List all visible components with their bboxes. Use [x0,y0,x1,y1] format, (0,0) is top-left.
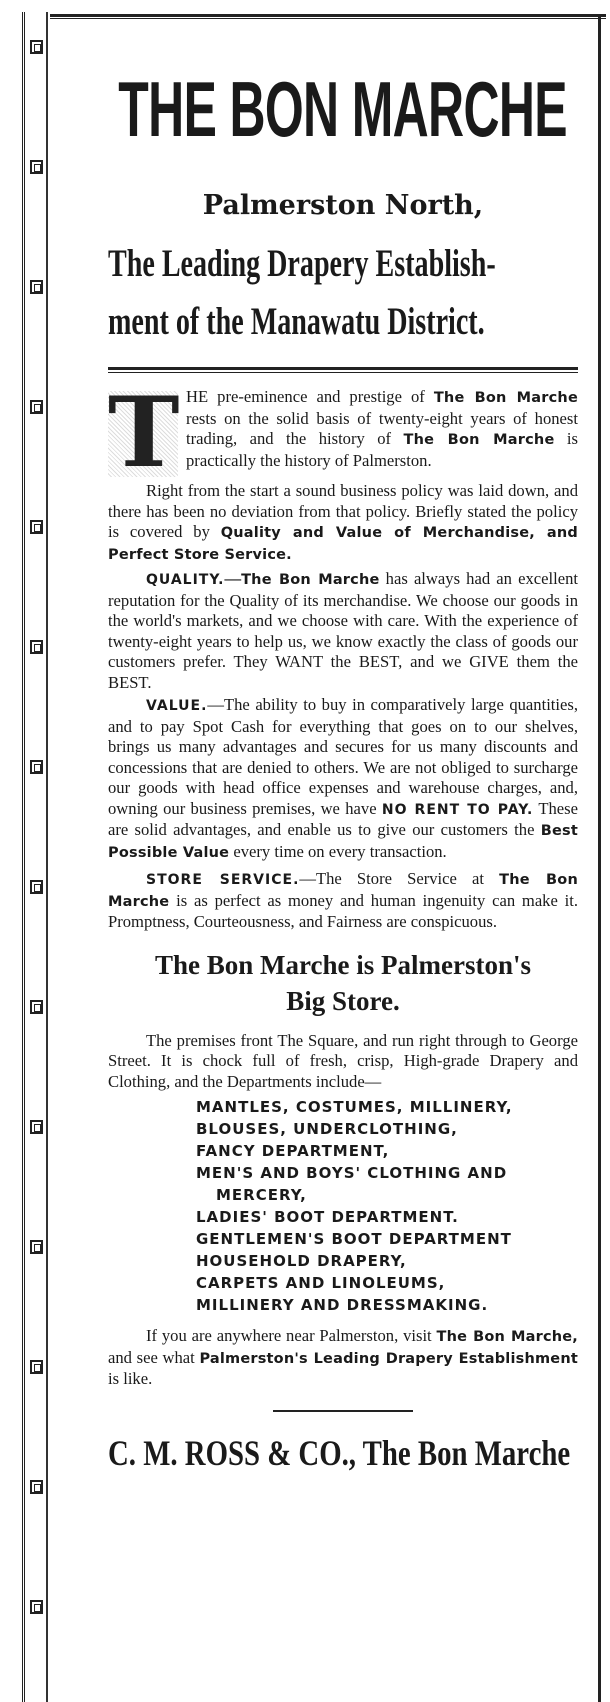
text-run: and see what [108,1347,200,1367]
section-label: QUALITY. [146,572,225,588]
list-item: BLOUSES, UNDERCLOTHING, [196,1120,458,1138]
list-item: MEN'S AND BOYS' CLOTHING AND [196,1164,508,1182]
text-run: is as perfect as money and human ingenuity can make it. Promptness, Courteousness, and Fairness are conspicuous. [108,890,578,931]
list-item: MILLINERY AND DRESSMAKING. [196,1296,489,1314]
section-label: STORE SERVICE. [146,872,300,888]
border-ornament [30,400,43,414]
closing-emphasis: Palmerston's Leading Drapery Establishment [199,1350,578,1367]
premises-paragraph: The premises front The Square, and run right through to George Street. It is chock full of fresh, crisp, High-grade Drapery and Clothing, and the Departments include— [108,1030,578,1091]
right-rule [598,14,602,1702]
list-item: FANCY DEPARTMENT, [196,1142,390,1160]
tagline-line: ment of the Manawatu District. [108,300,485,343]
brand-name: The Bon Marche [433,390,578,406]
border-ornament [30,760,43,774]
big-store-heading [108,947,578,1019]
ornamental-border [22,12,48,1702]
text-run: is practically the history of Palmerston. [186,429,578,470]
border-ornament [30,160,43,174]
brand-name: The Bon Marche, [436,1329,578,1345]
text-run: every time on every transaction. [229,841,447,861]
town-name: Palmerston North, [202,190,484,221]
policy-emphasis: Quality and Value of Merchandise, and Perfect Store Service. [108,525,578,563]
list-item: MERCERY, [216,1186,307,1204]
closing-section [108,1326,578,1390]
text-run: HE pre-eminence and prestige of [186,387,434,406]
article-body [108,376,578,933]
tagline-line: The Leading Drapery Establish- [108,242,496,285]
list-item: LADIES' BOOT DEPARTMENT. [196,1208,459,1226]
quality-paragraph [108,569,578,693]
text-run: These are solid advantages, and enable us to give our customers the [108,798,578,839]
border-ornament [30,1000,43,1014]
text-run: has always had an excellent reputation for the Quality of its merchandise. We choose our goods in the world's markets, and we choose with care. With the experience of twenty-eight years to help us, we know exactly the class of goods our customers prefer. They WANT the BEST, and we GIVE them the BEST. [108,569,578,692]
intro-paragraph [108,376,578,489]
text-run: Right from the start a sound business policy was laid down, and there has been no deviation from that policy. Briefly stated the policy is covered by [108,481,578,541]
signature-line: C. M. ROSS & CO., The Bon Marche [108,1432,571,1473]
text-run: —The ability to buy in comparatively large quantities, and to pay Spot Cash for everything that goes on to our shelves, brings us many advantages and secures for us many discounts and concessions that are denied to others. We are not obliged to surcharge our goods with head office expenses and warehouse charges, and, owning our business premises, we have [108,695,578,818]
top-rule [50,14,606,19]
advertisement [108,30,578,1474]
border-ornament [30,1480,43,1494]
border-ornament [30,520,43,534]
best-value-emphasis: Best Possible Value [108,823,578,861]
closing-paragraph [108,1326,578,1390]
subhead-line: The Bon Marche is Palmerston's [155,949,531,980]
policy-paragraph [108,481,578,565]
brand-name: The Bon Marche [108,872,578,910]
text-run: If you are anywhere near Palmerston, visit [146,1326,437,1345]
border-ornament [30,1360,43,1374]
list-item: CARPETS AND LINOLEUMS, [196,1274,446,1292]
brand-name: The Bon Marche [403,432,555,448]
text-run: —The Store Service at [299,869,500,888]
text-run: rests on the solid basis of twenty-eight years of honest trading, and the history of [186,408,578,448]
section-divider [108,367,578,373]
border-ornament [30,880,43,894]
text-run: is like. [108,1369,153,1388]
department-list [196,1096,578,1316]
text-run: — [224,569,242,588]
short-divider [273,1410,413,1412]
border-ornament [30,1120,43,1134]
border-ornament [30,40,43,54]
border-ornament [30,640,43,654]
value-paragraph [108,695,578,863]
list-item: MANTLES, COSTUMES, MILLINERY, [196,1098,513,1116]
list-item: GENTLEMEN'S BOOT DEPARTMENT [196,1230,512,1248]
premises-section [108,1031,578,1093]
store-service-paragraph [108,869,578,933]
tagline [108,235,578,351]
border-ornament [30,280,43,294]
subhead-line: Big Store. [286,985,400,1016]
drop-cap: T [108,376,180,489]
list-item: HOUSEHOLD DRAPERY, [196,1252,407,1270]
section-label: VALUE. [146,698,208,714]
border-ornament [30,1240,43,1254]
no-rent-emphasis: NO RENT TO PAY. [381,801,534,818]
brand-name: The Bon Marche [241,572,380,588]
headline: THE BON MARCHE [118,65,567,153]
border-ornament [30,1600,43,1614]
